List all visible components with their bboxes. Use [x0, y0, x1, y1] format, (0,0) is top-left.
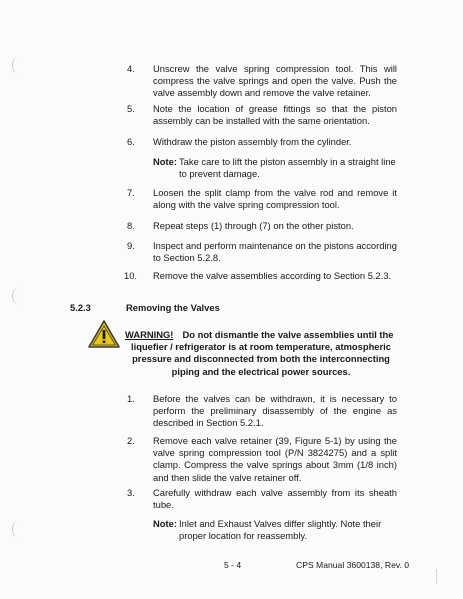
- step-number: 5.: [127, 103, 135, 114]
- binder-hole-mark: [12, 520, 27, 538]
- step-text: Before the valves can be withdrawn, it is necessary to perform the preliminary disassembly of the engine as described in Section 5.2.1.: [153, 393, 397, 429]
- section-number: 5.2.3: [70, 302, 91, 313]
- step-text: Remove each valve retainer (39, Figure 5-1) by using the valve spring compression tool (P/N 3824275) and a split clamp. Compress the valve springs about 3mm (1/8 inch) and then slide the valve retainer off.: [153, 435, 397, 483]
- warning-triangle-icon: [87, 319, 121, 349]
- note-text: Take care to lift the piston assembly in a straight line to prevent damage.: [179, 156, 396, 180]
- warning-text-block: [125, 329, 397, 378]
- note-label: Note:: [153, 518, 177, 529]
- step-text: Unscrew the valve spring compression tool. This will compress the valve springs and open the valve. Push the valve assembly down and remove the valve retainer.: [153, 63, 397, 99]
- step-text: Inspect and perform maintenance on the pistons according to Section 5.2.8.: [153, 240, 397, 264]
- step-number: 7.: [127, 187, 135, 198]
- page-number: 5 - 4: [224, 560, 242, 570]
- step-number: 1.: [127, 393, 135, 404]
- step-text: Repeat steps (1) through (7) on the other piston.: [153, 220, 354, 231]
- step-number: 9.: [127, 240, 135, 251]
- step-number: 6.: [127, 136, 135, 147]
- warning-label: WARNING!: [125, 329, 174, 340]
- step-text: Remove the valve assemblies according to Section 5.2.3.: [153, 270, 392, 281]
- note-label: Note:: [153, 156, 177, 167]
- step-text: Withdraw the piston assembly from the cylinder.: [153, 136, 352, 147]
- step-number: 10.: [124, 270, 138, 281]
- step-number: 3.: [127, 487, 135, 498]
- step-text: Note the location of grease fittings so that the piston assembly can be installed with the same orientation.: [153, 103, 397, 127]
- binder-hole-mark: [12, 287, 27, 305]
- manual-reference: CPS Manual 3600138, Rev. 0: [296, 560, 410, 570]
- step-number: 4.: [127, 63, 135, 74]
- step-text: Carefully withdraw each valve assembly from its sheath tube.: [153, 487, 397, 511]
- section-title: Removing the Valves: [126, 302, 220, 313]
- step-text: Loosen the split clamp from the valve rod and remove it along with the valve spring compression tool.: [153, 187, 397, 211]
- binder-hole-mark: [12, 56, 27, 74]
- step-number: 2.: [127, 435, 135, 446]
- scan-mark: [436, 570, 442, 584]
- warning-text: Do not dismantle the valve assemblies until the liquefier / refrigerator is at room temperature, atmospheric pressure and disconnected from both the interconnecting piping and the electrical power sources.: [131, 329, 394, 377]
- step-number: 8.: [127, 220, 135, 231]
- note-text: Inlet and Exhaust Valves differ slightly. Note their proper location for reassembly.: [179, 518, 382, 542]
